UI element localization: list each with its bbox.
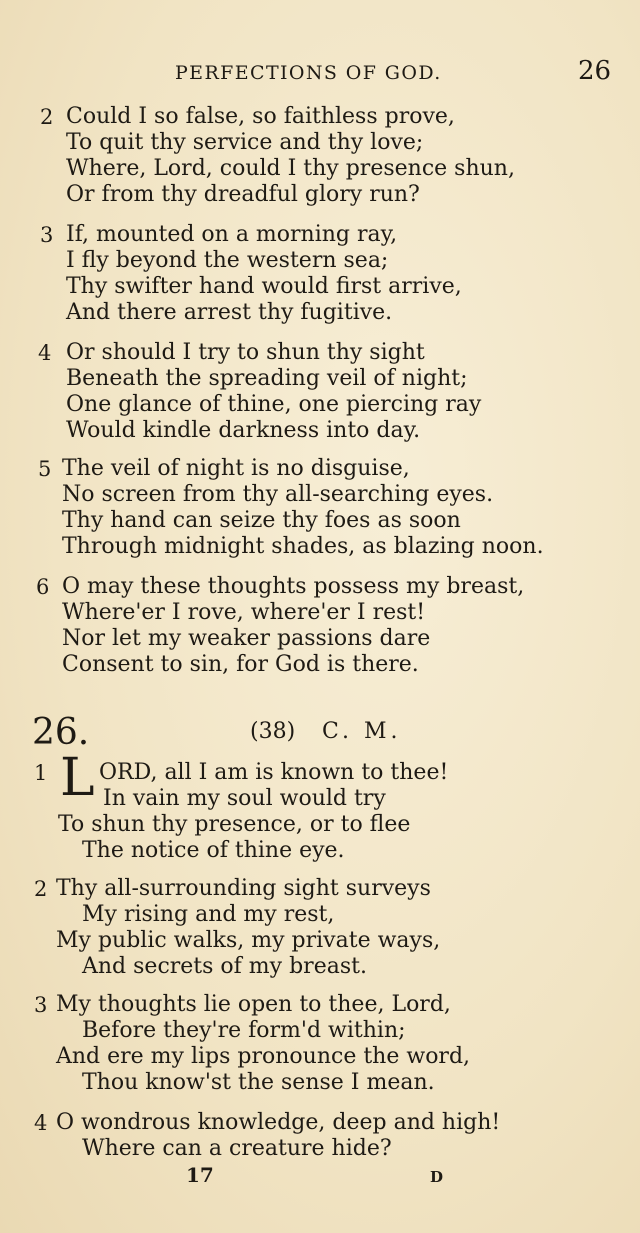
stanza-number: 2 — [40, 105, 54, 129]
verse-line: The veil of night is no disguise, — [62, 456, 410, 481]
signature-number: 17 — [186, 1163, 214, 1187]
verse-line: O wondrous knowledge, deep and high! — [56, 1110, 501, 1135]
signature-mark: D — [430, 1168, 444, 1186]
verse-line: In vain my soul would try — [103, 786, 386, 811]
verse-line: Could I so false, so faithless prove, — [66, 104, 455, 129]
verse-line: My rising and my rest, — [82, 902, 335, 927]
hymn-number: 26. — [32, 712, 90, 753]
verse-line: Consent to sin, for God is there. — [62, 652, 419, 677]
running-header-title: PERFECTIONS OF GOD. — [175, 62, 442, 84]
stanza-number: 2 — [34, 877, 48, 901]
page-number: 26 — [578, 56, 612, 86]
verse-line: If, mounted on a morning ray, — [66, 222, 398, 247]
verse-line: Or should I try to shun thy sight — [66, 340, 425, 365]
verse-line: No screen from thy all-searching eyes. — [62, 482, 494, 507]
stanza-number: 5 — [38, 457, 52, 481]
verse-line: And ere my lips pronounce the word, — [56, 1044, 471, 1069]
drop-cap: L — [60, 748, 95, 808]
verse-line: ORD, all I am is known to thee! — [99, 760, 449, 785]
hymn-tune-reference: (38) — [250, 719, 296, 744]
verse-line: Thou know'st the sense I mean. — [82, 1070, 435, 1095]
verse-line: My thoughts lie open to thee, Lord, — [56, 992, 451, 1017]
verse-line: Would kindle darkness into day. — [66, 418, 421, 443]
verse-line: And there arrest thy fugitive. — [66, 300, 393, 325]
verse-line: Where'er I rove, where'er I rest! — [62, 600, 426, 625]
verse-line: Thy all-surrounding sight surveys — [56, 876, 431, 901]
hymn-meter: C. M. — [322, 719, 402, 744]
stanza-number: 1 — [34, 761, 48, 785]
verse-line: Where can a creature hide? — [82, 1136, 392, 1161]
verse-line: Thy hand can seize thy foes as soon — [62, 508, 461, 533]
verse-line: Where, Lord, could I thy presence shun, — [66, 156, 515, 181]
stanza-number: 3 — [40, 223, 54, 247]
verse-line: I fly beyond the western sea; — [66, 248, 389, 273]
verse-line: The notice of thine eye. — [82, 838, 345, 863]
stanza-number: 3 — [34, 993, 48, 1017]
stanza-number: 4 — [34, 1111, 48, 1135]
verse-line: To quit thy service and thy love; — [66, 130, 424, 155]
stanza-number: 6 — [36, 575, 50, 599]
verse-line: To shun thy presence, or to flee — [58, 812, 411, 837]
verse-line: Before they're form'd within; — [82, 1018, 406, 1043]
verse-line: One glance of thine, one piercing ray — [66, 392, 482, 417]
verse-line: O may these thoughts possess my breast, — [62, 574, 525, 599]
verse-line: Or from thy dreadful glory run? — [66, 182, 420, 207]
verse-line: Thy swifter hand would first arrive, — [66, 274, 462, 299]
verse-line: Nor let my weaker passions dare — [62, 626, 431, 651]
verse-line: And secrets of my breast. — [82, 954, 367, 979]
verse-line: Beneath the spreading veil of night; — [66, 366, 468, 391]
stanza-number: 4 — [38, 341, 52, 365]
verse-line: Through midnight shades, as blazing noon. — [62, 534, 544, 559]
verse-line: My public walks, my private ways, — [56, 928, 441, 953]
